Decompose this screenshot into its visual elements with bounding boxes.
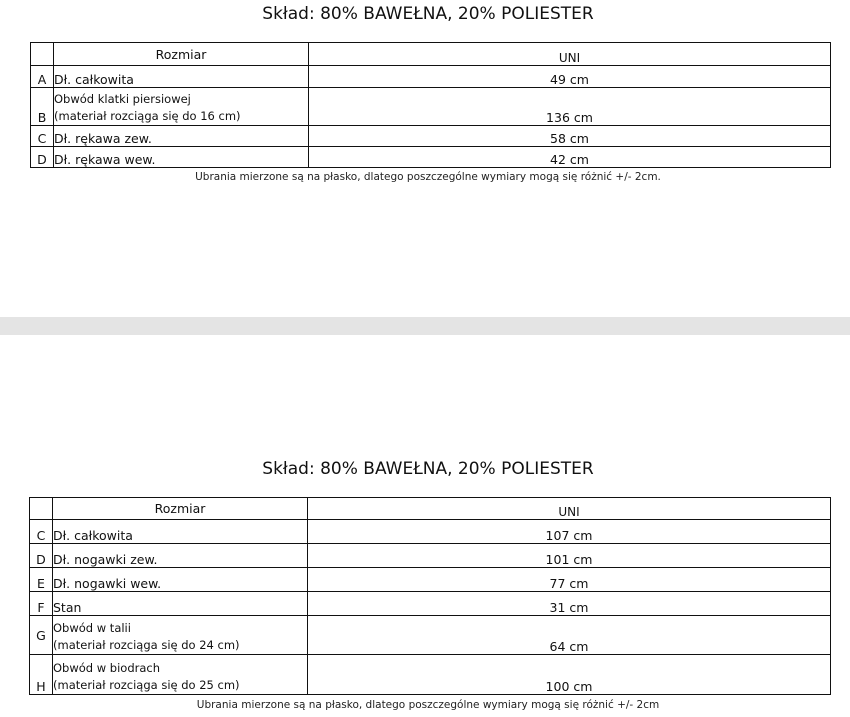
row-letter: F — [30, 592, 53, 616]
row-letter: D — [30, 544, 53, 568]
header-size-label: Rozmiar — [53, 498, 308, 520]
table-row — [30, 616, 831, 655]
header-blank-cell — [30, 498, 53, 520]
row-label: Dł. całkowita — [53, 520, 308, 544]
row-sublabel: (materiał rozciąga się do 24 cm) — [53, 638, 240, 652]
table-row — [30, 568, 831, 592]
header-blank-cell — [31, 43, 54, 66]
row-letter: G — [30, 616, 53, 655]
bottom-measurement-note: Ubrania mierzone są na płasko, dlatego poszczególne wymiary mogą się różnić +/- 2cm — [196, 699, 660, 711]
row-label: Stan — [53, 592, 308, 616]
row-value: 42 cm — [309, 147, 831, 168]
table-row — [30, 592, 831, 616]
row-label: Dł. nogawki wew. — [53, 568, 308, 592]
row-value: 58 cm — [309, 126, 831, 147]
row-letter: C — [30, 520, 53, 544]
row-label: Dł. całkowita — [54, 66, 309, 88]
table-row — [30, 544, 831, 568]
header-size-value: UNI — [309, 43, 831, 66]
row-letter: C — [31, 126, 54, 147]
row-label: Dł. rękawa zew. — [54, 126, 309, 147]
row-value: 136 cm — [309, 88, 831, 126]
section-divider — [0, 317, 850, 335]
table-header-row — [30, 498, 831, 520]
row-value: 77 cm — [308, 568, 831, 592]
row-value: 101 cm — [308, 544, 831, 568]
row-label: Dł. nogawki zew. — [53, 544, 308, 568]
row-label-multiline — [54, 88, 309, 126]
row-sublabel: (materiał rozciąga się do 16 cm) — [54, 109, 241, 123]
table-row — [30, 520, 831, 544]
top-size-table — [30, 42, 831, 168]
row-letter: E — [30, 568, 53, 592]
row-letter: A — [31, 66, 54, 88]
table-row — [30, 655, 831, 695]
top-measurement-note: Ubrania mierzone są na płasko, dlatego poszczególne wymiary mogą się różnić +/- 2cm. — [195, 171, 661, 183]
header-size-label: Rozmiar — [54, 43, 309, 66]
table-row — [31, 126, 831, 147]
bottom-composition-title: Skład: 80% BAWEŁNA, 20% POLIESTER — [262, 459, 594, 479]
row-letter: D — [31, 147, 54, 168]
top-composition-title: Skład: 80% BAWEŁNA, 20% POLIESTER — [262, 4, 594, 24]
row-label: Obwód klatki piersiowej — [54, 92, 191, 106]
row-label: Obwód w biodrach — [53, 661, 161, 675]
row-label-multiline — [53, 655, 308, 695]
row-value: 107 cm — [308, 520, 831, 544]
row-label-multiline — [53, 616, 308, 655]
table-row — [31, 66, 831, 88]
table-row — [31, 88, 831, 126]
header-size-value: UNI — [308, 498, 831, 520]
row-value: 31 cm — [308, 592, 831, 616]
table-row — [31, 147, 831, 168]
row-label: Dł. rękawa wew. — [54, 147, 309, 168]
row-label: Obwód w talii — [53, 621, 131, 635]
table-header-row — [31, 43, 831, 66]
row-value: 49 cm — [309, 66, 831, 88]
row-sublabel: (materiał rozciąga się do 25 cm) — [53, 678, 240, 692]
row-value: 64 cm — [308, 616, 831, 655]
bottom-size-table — [29, 497, 831, 695]
row-letter: B — [31, 88, 54, 126]
row-value: 100 cm — [308, 655, 831, 695]
row-letter: H — [30, 655, 53, 695]
